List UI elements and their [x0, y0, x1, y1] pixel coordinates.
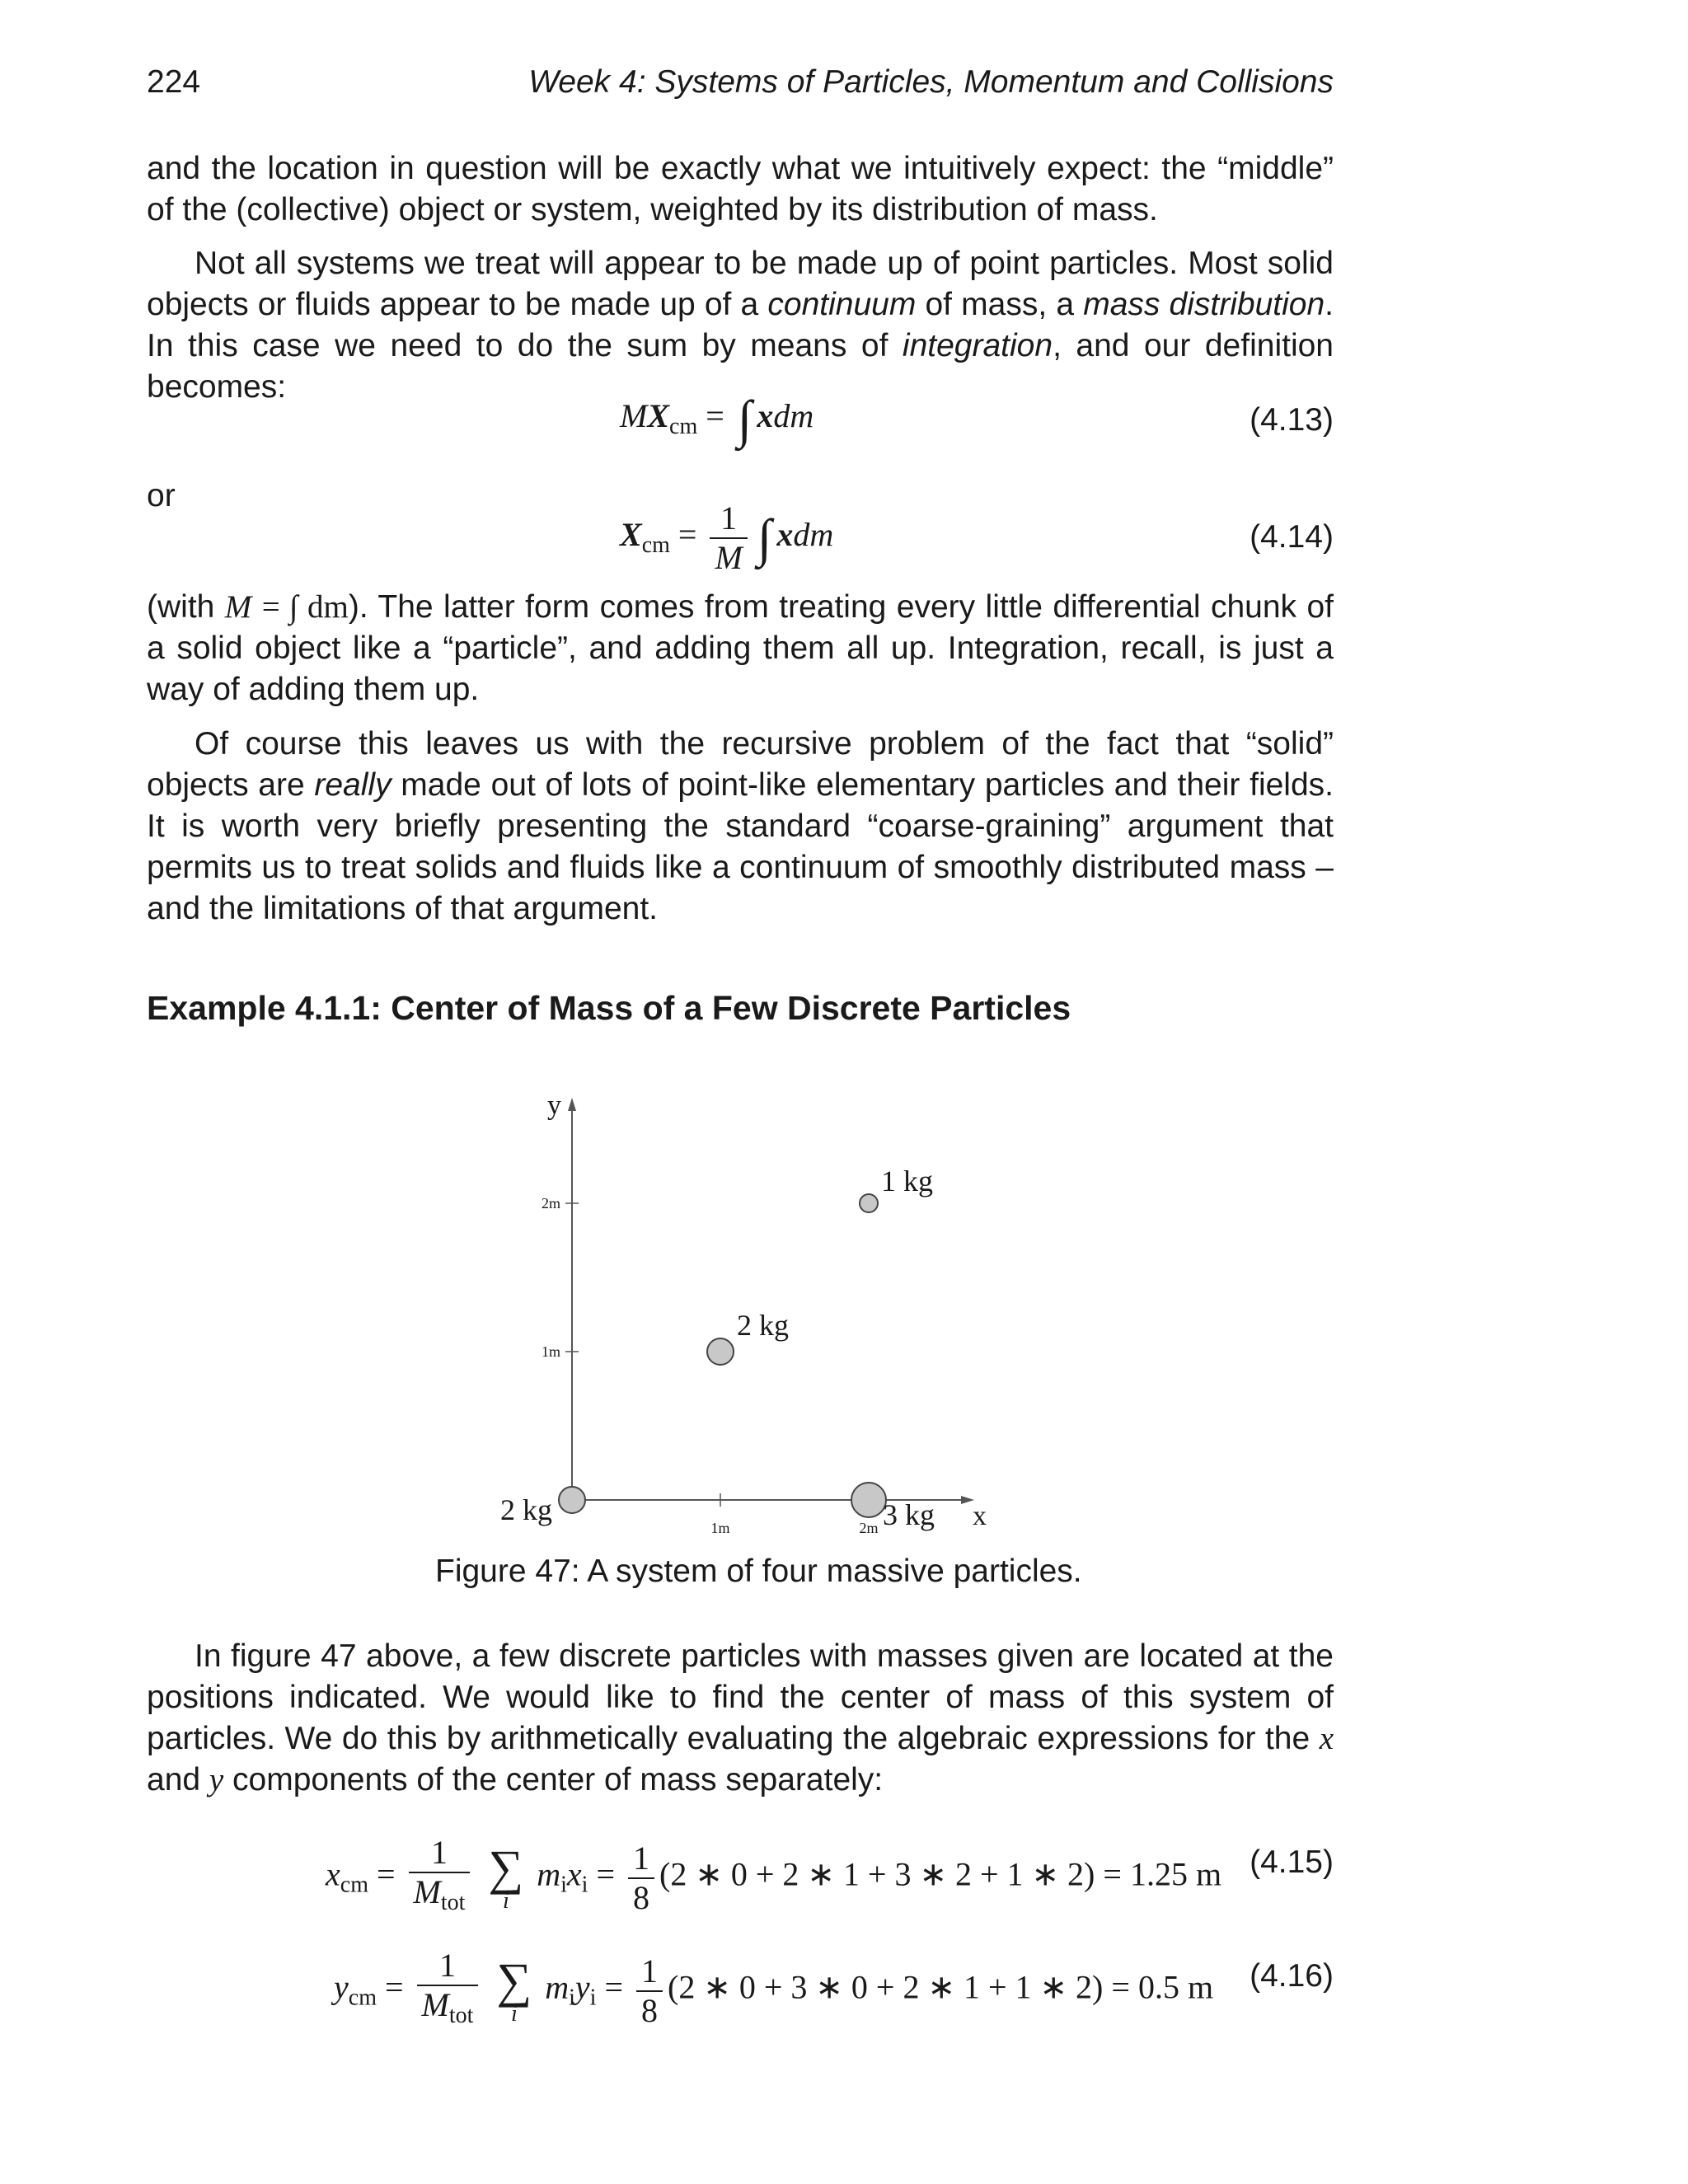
- p3-M: M: [224, 589, 252, 625]
- eq413-integral: ∫: [737, 390, 753, 448]
- page-number: 224: [147, 64, 201, 100]
- eq415-m: m: [537, 1855, 561, 1893]
- p5-y: y: [209, 1762, 224, 1797]
- eq414-x: x: [776, 516, 794, 554]
- p4-text-b: made out of lots of point-like elementary particles and their fields. It is worth very briefly presenting the standard “coarse-graining” argument that permits us to treat solids and fluids like a continuum of smoothly distributed mass – and the limitations of that argument.: [147, 767, 1334, 926]
- example-title: Example 4.1.1: Center of Mass of a Few Discrete Particles: [147, 989, 1071, 1027]
- eq413-M: M: [620, 397, 648, 434]
- x-tick-label-1: 1m: [710, 1520, 730, 1536]
- eq415-sum: [488, 1840, 524, 1914]
- eq415-m-i: i: [560, 1872, 567, 1898]
- eq416-frac-eighth: [636, 1952, 663, 2030]
- eq416-y: y: [334, 1968, 349, 2006]
- p5-text-c: components of the center of mass separately:: [223, 1762, 884, 1797]
- particle-label-2: 2 kg: [737, 1309, 789, 1342]
- x-tick-label-2: 2m: [859, 1520, 879, 1536]
- eq414-integral: ∫: [757, 509, 772, 568]
- eq415-eighth-num: 1: [628, 1840, 654, 1879]
- eq415-cm: cm: [340, 1872, 368, 1898]
- eq416-body: (2 ∗ 0 + 3 ∗ 0 + 2 ∗ 1 + 1 ∗ 2) = 0.5 m: [668, 1968, 1214, 2006]
- p5-x: x: [1319, 1721, 1334, 1756]
- eq415-frac-mtot: [409, 1834, 471, 1922]
- chapter-title: Week 4: Systems of Particles, Momentum and Collisions: [528, 64, 1334, 100]
- paragraph-intro: and the location in question will be exactly what we intuitively expect: the “middle” of the (collective) object or system, weighted by its distribution of mass.: [147, 151, 1334, 227]
- particle-1: [559, 1487, 585, 1513]
- eq413-x: x: [757, 397, 774, 434]
- eq416-equals2: =: [604, 1968, 623, 2006]
- particle-label-1: 2 kg: [500, 1493, 552, 1526]
- or-word: or: [147, 478, 176, 513]
- eq416-cm: cm: [348, 1985, 377, 2011]
- eq414-X: X: [620, 516, 642, 554]
- paragraph-continuum: [147, 243, 1334, 408]
- eq415-body: (2 ∗ 0 + 2 ∗ 1 + 3 ∗ 2 + 1 ∗ 2) = 1.25 m: [659, 1855, 1222, 1893]
- particle-2: [707, 1338, 734, 1365]
- eq414-cm: cm: [641, 532, 670, 559]
- p5-text-a: In figure 47 above, a few discrete particles with masses given are located at the positions indicated. We would like to find the center of mass of this system of particles. We do this by arithmetically evaluating the algebraic expressions for the: [147, 1638, 1334, 1756]
- eq413-cm: cm: [669, 414, 698, 439]
- eq413-equals: =: [706, 397, 724, 434]
- eq416-frac-num: 1: [417, 1947, 479, 1986]
- p2-integration: integration: [902, 328, 1053, 363]
- figure-caption: Figure 47: A system of four massive particles.: [435, 1554, 1082, 1589]
- eq415-frac-eighth: [628, 1840, 654, 1917]
- eq415-index: i: [502, 1887, 509, 1914]
- paragraph-latter-form: [147, 587, 1334, 710]
- eq415-tot: tot: [440, 1890, 466, 1915]
- paragraph-coarse-graining: [147, 724, 1334, 930]
- eq416-sigma: ∑: [496, 1952, 532, 2008]
- eq416-sum: [496, 1952, 532, 2027]
- equation-number-4-13: (4.13): [1250, 402, 1334, 438]
- p2-mass-distribution: mass distribution: [1083, 287, 1325, 322]
- x-axis-label: x: [973, 1501, 987, 1531]
- eq416-equals1: =: [384, 1968, 404, 2006]
- eq415-xi: x: [566, 1855, 582, 1893]
- y-tick-label-1: 1m: [541, 1343, 560, 1360]
- eq416-index: i: [510, 2000, 518, 2027]
- particle-label-4: 1 kg: [881, 1165, 933, 1197]
- paragraph-figure-discussion: [147, 1636, 1334, 1801]
- figure-particles: [478, 1080, 1022, 1541]
- p3-text-a: (with: [147, 589, 225, 625]
- eq415-equals2: =: [596, 1855, 615, 1893]
- equation-4-13: [620, 389, 814, 450]
- eq414-num: 1: [710, 499, 747, 539]
- equation-4-14: [620, 499, 833, 577]
- eq416-tot: tot: [448, 2003, 474, 2028]
- p2-continuum: continuum: [767, 287, 917, 322]
- p3-int-dm: = ∫ dm: [261, 589, 349, 625]
- eq415-equals1: =: [376, 1855, 396, 1893]
- p2-text-a: Not all systems we treat will appear to be made up of point particles. Most solid objects or fluids appear to be made up of a: [147, 246, 1334, 322]
- eq416-m: m: [545, 1968, 570, 2006]
- p4-really: really: [314, 767, 392, 803]
- particle-3: [851, 1483, 886, 1517]
- equation-number-4-16: (4.16): [1250, 1958, 1334, 1994]
- equation-number-4-15: (4.15): [1250, 1844, 1334, 1880]
- p2-text-d: , and our definition becomes:: [147, 328, 1334, 405]
- particle-label-3: 3 kg: [883, 1498, 935, 1531]
- eq414-fraction: [710, 499, 747, 577]
- eq416-frac-mtot: [417, 1947, 479, 2035]
- eq416-Mtot: M: [421, 1986, 449, 2023]
- eq415-frac-num: 1: [409, 1834, 471, 1873]
- eq413-dm: dm: [773, 397, 814, 434]
- p4-text-a: Of course this leaves us with the recursive problem of the fact that “solid” objects are: [147, 726, 1334, 803]
- equation-4-16: [334, 1947, 1213, 2035]
- eq415-sigma: ∑: [488, 1840, 524, 1895]
- eq415-x: x: [326, 1855, 340, 1893]
- eq414-den: M: [715, 539, 743, 576]
- particle-4: [860, 1194, 878, 1212]
- eq413-X: X: [647, 397, 670, 434]
- eq416-eighth-den: 8: [641, 1991, 658, 2029]
- eq414-dm: dm: [793, 516, 834, 554]
- equation-number-4-14: (4.14): [1250, 519, 1334, 555]
- p2-text-c: . In this case we need to do the sum by means of: [147, 287, 1334, 363]
- eq416-m-i: i: [569, 1985, 575, 2011]
- y-tick-label-2: 2m: [541, 1195, 560, 1212]
- eq415-x-i: i: [581, 1872, 588, 1898]
- p2-text-b: of mass, a: [916, 287, 1084, 322]
- p3-text-b: ). The latter form comes from treating every little differential chunk of a solid object like a “particle”, and adding them all up. Integration, recall, is just a way of adding them up.: [147, 589, 1334, 707]
- eq414-equals: =: [678, 516, 697, 554]
- eq416-yi: y: [574, 1968, 590, 2006]
- p5-text-b: and: [147, 1762, 209, 1797]
- eq416-y-i: i: [589, 1985, 597, 2011]
- y-axis-label: y: [547, 1090, 561, 1121]
- eq415-Mtot: M: [413, 1873, 441, 1910]
- equation-4-15: [326, 1834, 1221, 1922]
- eq415-eighth-den: 8: [633, 1878, 649, 1916]
- eq416-eighth-num: 1: [636, 1952, 663, 1992]
- y-axis-arrow: [568, 1098, 576, 1111]
